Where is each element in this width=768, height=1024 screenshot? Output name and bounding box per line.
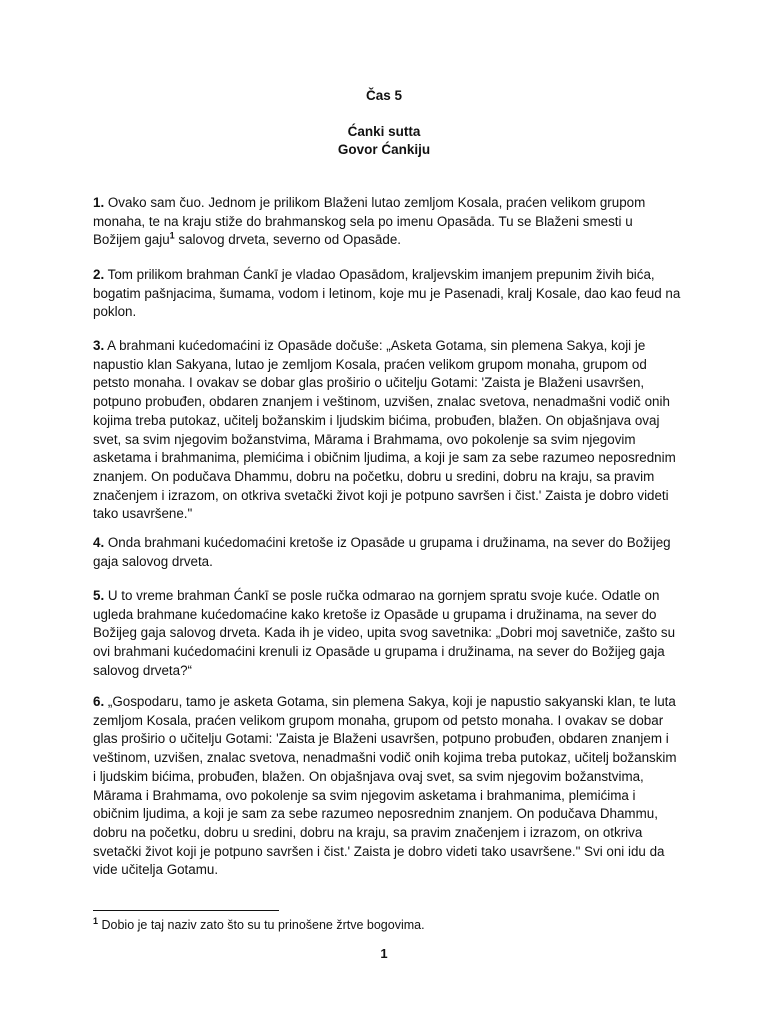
paragraph-1 xyxy=(93,194,683,250)
page-number: 1 xyxy=(380,946,388,961)
paragraph-number: 6. xyxy=(93,694,105,709)
paragraph-2 xyxy=(93,266,683,322)
paragraph-number: 5. xyxy=(93,588,105,603)
paragraph-text: Tom prilikom brahman Ćankī je vladao Opasādom, kraljevskim imanjem prepunim živih bića, bogatim pašnjacima, šumama, vodom i letinom, koje mu je Pasenadi, kralj Kosale, dao kao feud na poklon. xyxy=(93,267,681,320)
paragraph-4 xyxy=(93,534,683,571)
paragraph-text: Onda brahmani kućedomaćini kretoše iz Opasāde u grupama i družinama, na sever do Božijeg gaja salovog drveta. xyxy=(93,535,671,569)
paragraph-6 xyxy=(93,693,683,880)
footnote-reference[interactable]: 1 xyxy=(169,230,175,241)
paragraph-number: 4. xyxy=(93,535,105,550)
paragraph-3 xyxy=(93,337,683,524)
lesson-heading: Čas 5 xyxy=(365,88,403,103)
footnote-mark: 1 xyxy=(93,915,99,926)
paragraph-text: Ovako sam čuo. Jednom je prilikom Blaženi lutao zemljom Kosala, praćen velikom grupom monaha, te na kraju stiže do brahmanskog sela po imenu Opasāda. Tu se Blaženi smesti u Božijem gaju xyxy=(93,195,646,248)
footnote xyxy=(93,915,683,932)
footnote-divider xyxy=(93,910,279,911)
paragraph-number: 1. xyxy=(93,195,105,210)
paragraph-number: 2. xyxy=(93,267,105,282)
paragraph-5 xyxy=(93,587,683,681)
footnote-text: Dobio je taj naziv zato što su tu prinošene žrtve bogovima. xyxy=(98,918,425,932)
paragraph-text: U to vreme brahman Ćankī se posle ručka odmarao na gornjem spratu svoje kuće. Odatle on ugleda brahmane kućedomaćine kako kretoše iz Opasāde u grupama i družinama, na sever do Božijeg gaja salovog drveta. Kada ih je video, upita svog savetnika: „Dobri moj savetniče, zašto su ovi brahmani kućedomaćini krenuli iz Opasāde u grupama i družinama, na sever do Božijeg gaja salovog drveta?“ xyxy=(93,588,676,678)
paragraph-text: A brahmani kućedomaćini iz Opasāde dočuše: „Asketa Gotama, sin plemena Sakya, koji je napustio klan Sakyana, lutao je zemljom Kosala, praćen velikom grupom monaha, grupom od petsto monaha. I ovakav se dobar glas proširio o učitelju Gotami: 'Zaista je Blaženi usavršen, potpuno probuđen, obdaren znanjem i veštinom, uzvišen, znalac svetova, nenadmašni vodič onih kojima treba putokaz, učitelj božanskim i ljudskim bićima, probuđen, blažen. On objašnjava ovaj svet, sa svim njegovim božanstvima, Mārama i Brahmama, ovo pokolenje sa svim njegovim asketama i brahmanima, plemićima i običnim ljudima, a koji je sam za sebe razumeo neposrednim znanjem. On podučava Dhammu, dobru na početku, dobru u sredini, dobru na kraju, sa pravim značenjem i izrazom, on otkriva svetački život koji je potpuno savršen i čist.' Zaista je dobro videti tako usavršene." xyxy=(93,338,676,522)
paragraph-number: 3. xyxy=(93,338,105,353)
paragraph-text: „Gospodaru, tamo je asketa Gotama, sin plemena Sakya, koji je napustio sakyanski klan, te luta zemljom Kosala, praćen velikom grupom monaha, grupom od petsto monaha. I ovakav se dobar glas proširio o učitelju Gotami: 'Zaista je Blaženi usavršen, potpuno probuđen, obdaren znanjem i veštinom, uzvišen, znalac svetova, nenadmašni vodič onih kojima treba putokaz, učitelj božanskim i ljudskim bićima, probuđen, blažen. On objašnjava ovaj svet, sa svim njegovim božanstvima, Mārama i Brahmama, ovo pokolenje sa svim njegovim asketama i brahmanima, plemićima i običnim ljudima, a koji je sam za sebe razumeo neposrednim znanjem. On podučava Dhammu, dobru na početku, dobru u sredini, dobru na kraju, sa pravim značenjem i izrazom, on otkriva svetački život koji je potpuno savršen i čist.' Zaista je dobro videti tako usavršene." Svi oni idu da vide učitelja Gotamu. xyxy=(93,694,677,878)
sutta-subtitle: Govor Ćankiju xyxy=(337,142,431,157)
paragraph-text-continued: salovog drveta, severno od Opasāde. xyxy=(174,232,401,248)
sutta-title: Ćanki sutta xyxy=(347,124,421,139)
